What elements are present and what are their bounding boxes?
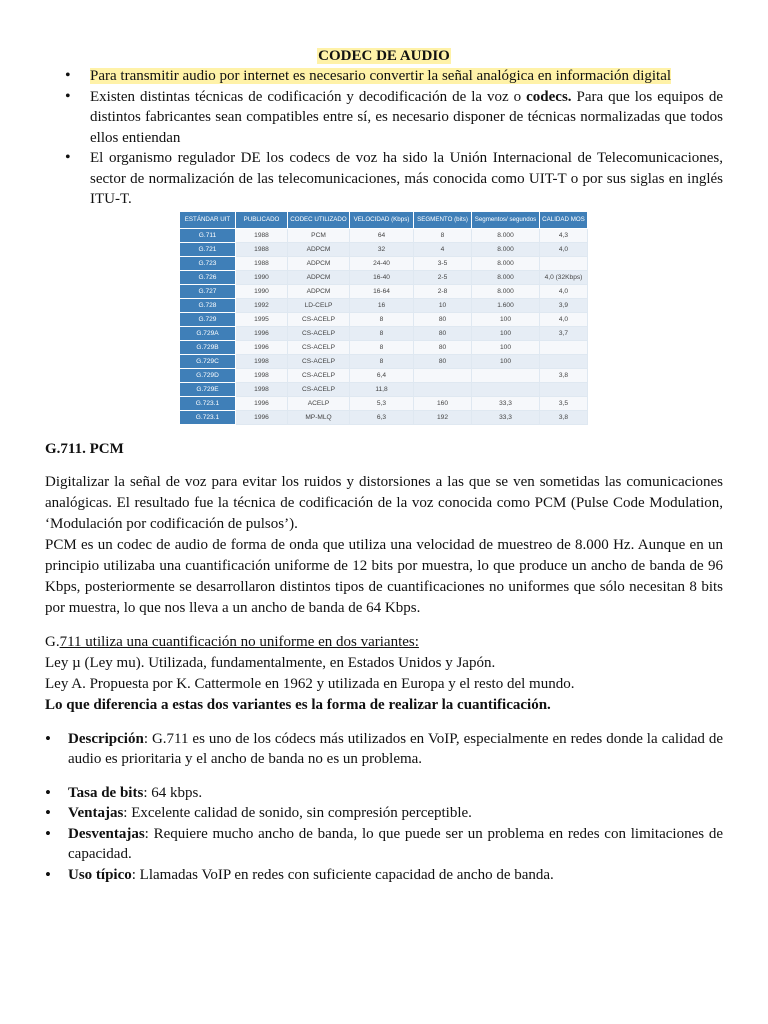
standard-cell: G.729B — [180, 340, 236, 354]
description-text: : G.711 es uno de los códecs más utilizados en VoIP, especialmente en redes donde la calidad de audio es prioritaria y el ancho de banda no es un problema. — [68, 730, 723, 767]
table-cell — [540, 256, 588, 270]
table-cell: 32 — [350, 242, 414, 256]
details-list — [45, 783, 723, 886]
table-cell: 1996 — [236, 396, 288, 410]
table-cell: 80 — [414, 326, 472, 340]
table-cell: 100 — [472, 312, 540, 326]
table-cell: 16 — [350, 298, 414, 312]
detail-label: Tasa de bits — [68, 784, 144, 801]
table-cell — [540, 354, 588, 368]
table-cell: 24-40 — [350, 256, 414, 270]
table-cell: ADPCM — [288, 242, 350, 256]
table-cell: 33,3 — [472, 410, 540, 424]
table-cell: 4 — [414, 242, 472, 256]
table-cell: PCM — [288, 228, 350, 242]
standard-cell: G.721 — [180, 242, 236, 256]
table-cell — [540, 382, 588, 396]
paragraph-pcm: PCM es un codec de audio de forma de onda que utiliza una velocidad de muestreo de 8.000 Hz. Aunque en un principio utilizaba una cuantificación uniforme de 12 bits por muestra, lo que produce un ancho de banda de 96 Kbps, posteriormente se desarrollaron distintos tipos de cuantificaciones no uniformes que sólo necesitan 8 bits por muestra, lo que nos lleva a un ancho de banda de 64 Kbps. — [45, 536, 723, 616]
table-cell: 10 — [414, 298, 472, 312]
intro-bullet-list — [45, 66, 723, 210]
table-cell: ADPCM — [288, 256, 350, 270]
standard-cell: G.729A — [180, 326, 236, 340]
table-row — [180, 256, 588, 270]
description-label: Descripción — [68, 730, 144, 747]
table-cell: 100 — [472, 340, 540, 354]
spacer — [45, 619, 723, 632]
table-cell: 8.000 — [472, 256, 540, 270]
table-cell: 8 — [350, 312, 414, 326]
table-cell: 4,0 (32Kbps) — [540, 270, 588, 284]
table-cell: 6,4 — [350, 368, 414, 382]
table-cell: 1988 — [236, 256, 288, 270]
table-cell: 1998 — [236, 382, 288, 396]
table-cell: 16-40 — [350, 270, 414, 284]
spacer — [45, 716, 723, 729]
title-wrap — [45, 46, 723, 66]
table-row — [180, 312, 588, 326]
detail-text: : 64 kbps. — [143, 784, 203, 801]
table-cell: 80 — [414, 354, 472, 368]
standard-cell: G.711 — [180, 228, 236, 242]
table-cell: 1.600 — [472, 298, 540, 312]
table-cell: 4,3 — [540, 228, 588, 242]
bullet-text-pre: Existen distintas técnicas de codificación y decodificación de la voz o — [90, 88, 527, 105]
spacer — [45, 459, 723, 472]
table-cell: 8.000 — [472, 228, 540, 242]
table-cell: LD-CELP — [288, 298, 350, 312]
standard-cell: G.723 — [180, 256, 236, 270]
intro-bullet-1 — [45, 66, 723, 87]
table-cell: 80 — [414, 340, 472, 354]
table-cell: 1996 — [236, 410, 288, 424]
document-title: CODEC DE AUDIO — [318, 48, 450, 64]
table-cell: 8.000 — [472, 284, 540, 298]
table-cell: CS-ACELP — [288, 340, 350, 354]
table-cell: 8 — [350, 340, 414, 354]
table-cell: 33,3 — [472, 396, 540, 410]
table-cell: ACELP — [288, 396, 350, 410]
table-cell: 4,0 — [540, 312, 588, 326]
table-cell: CS-ACELP — [288, 354, 350, 368]
standard-cell: G.727 — [180, 284, 236, 298]
table-cell — [414, 368, 472, 382]
table-cell: 3,8 — [540, 410, 588, 424]
table-header-cell: VELOCIDAD (Kbps) — [350, 211, 414, 228]
table-header-cell: SEGMENTO (bits) — [414, 211, 472, 228]
bullet-text-post: Para que los equipos de distintos fabricantes sean compatibles entre sí, es necesario disponer de técnicas normalizadas que todos ellos entiendan — [90, 88, 723, 146]
table-cell: 5,3 — [350, 396, 414, 410]
table-cell: 8 — [350, 326, 414, 340]
variants-heading-underlined: 711 utiliza una cuantificación no uniforme en dos variantes: — [59, 633, 419, 650]
table-cell: 1992 — [236, 298, 288, 312]
detail-item-disadvantages — [45, 824, 723, 865]
table-row — [180, 242, 588, 256]
section-title: G.711. PCM — [45, 440, 124, 457]
paragraph-digitalizar: Digitalizar la señal de voz para evitar los ruidos y distorsiones a las que se ven sometidas las comunicaciones analógicas. El resultado fue la técnica de codificación de la voz conocida como PCM (Pulse Code Modulation, ‘Modulación por codificación de pulsos’). — [45, 473, 723, 532]
table-cell: 192 — [414, 410, 472, 424]
table-row — [180, 270, 588, 284]
table-cell: 1998 — [236, 368, 288, 382]
codecs-term: codecs. — [526, 88, 572, 105]
table-cell: 2-5 — [414, 270, 472, 284]
table-row — [180, 340, 588, 354]
table-cell: ADPCM — [288, 284, 350, 298]
table-row — [180, 354, 588, 368]
table-cell: CS-ACELP — [288, 312, 350, 326]
table-cell: 100 — [472, 354, 540, 368]
highlighted-text: Para transmitir audio por internet es necesario convertir la señal analógica en información digital — [90, 68, 672, 84]
table-cell: 8 — [414, 228, 472, 242]
detail-item-typical-use — [45, 865, 723, 886]
table-row — [180, 382, 588, 396]
table-cell: 8.000 — [472, 270, 540, 284]
table-cell: 1990 — [236, 270, 288, 284]
table-row — [180, 284, 588, 298]
table-cell: 3-5 — [414, 256, 472, 270]
table-cell — [540, 340, 588, 354]
law-mu: Ley µ (Ley mu). Utilizada, fundamentalmente, en Estados Unidos y Japón. — [45, 654, 496, 671]
table-cell: CS-ACELP — [288, 326, 350, 340]
table-row — [180, 410, 588, 424]
table-header-row — [180, 211, 588, 228]
table-header-cell: PUBLICADO — [236, 211, 288, 228]
bullet-text: El organismo regulador DE los codecs de voz ha sido la Unión Internacional de Telecomunicaciones, sector de normalización de las telecomunicaciones, más conocida como UIT-T o por sus siglas en inglés ITU-T. — [90, 150, 723, 207]
table-cell — [472, 368, 540, 382]
detail-label: Ventajas — [68, 805, 124, 821]
codec-standards-table — [179, 211, 588, 425]
intro-bullet-3 — [45, 148, 723, 210]
table-row — [180, 396, 588, 410]
variants-heading — [45, 632, 723, 653]
table-cell: 4,0 — [540, 284, 588, 298]
table-cell: 160 — [414, 396, 472, 410]
table-header-cell: Segmentos/ segundos — [472, 211, 540, 228]
table-cell: 1988 — [236, 242, 288, 256]
variants-heading-g: G. — [45, 633, 60, 650]
detail-label: Uso típico — [68, 866, 132, 883]
table-row — [180, 326, 588, 340]
standard-cell: G.729C — [180, 354, 236, 368]
table-header-cell: CODEC UTILIZADO — [288, 211, 350, 228]
detail-text: : Llamadas VoIP en redes con suficiente capacidad de ancho de banda. — [131, 866, 554, 883]
table-cell: 80 — [414, 312, 472, 326]
table-cell: 3,7 — [540, 326, 588, 340]
table-header-cell: ESTÁNDAR UIT — [180, 211, 236, 228]
table-cell: 1996 — [236, 326, 288, 340]
spacer — [45, 770, 723, 783]
variants-difference: Lo que diferencia a estas dos variantes es la forma de realizar la cuantificación. — [45, 696, 551, 713]
table-cell: 3,8 — [540, 368, 588, 382]
standard-cell: G.728 — [180, 298, 236, 312]
detail-text: : Excelente calidad de sonido, sin compresión perceptible. — [123, 805, 472, 821]
detail-item-advantages — [45, 803, 723, 824]
standard-cell: G.726 — [180, 270, 236, 284]
table-cell: 1988 — [236, 228, 288, 242]
standard-cell: G.729D — [180, 368, 236, 382]
table-cell: 16-64 — [350, 284, 414, 298]
document-page — [45, 46, 723, 885]
table-cell: CS-ACELP — [288, 368, 350, 382]
standard-cell: G.729 — [180, 312, 236, 326]
table-row — [180, 228, 588, 242]
description-item — [45, 729, 723, 770]
detail-label: Desventajas — [68, 825, 145, 842]
table-row — [180, 298, 588, 312]
table-cell: 100 — [472, 326, 540, 340]
codec-table-image — [179, 211, 587, 425]
table-cell: 3,5 — [540, 396, 588, 410]
standard-cell: G.729E — [180, 382, 236, 396]
table-cell: 64 — [350, 228, 414, 242]
table-cell: 6,3 — [350, 410, 414, 424]
law-a: Ley A. Propuesta por K. Cattermole en 1962 y utilizada en Europa y el resto del mundo. — [45, 675, 575, 692]
intro-bullet-2 — [45, 87, 723, 149]
description-list — [45, 729, 723, 770]
table-cell: MP-MLQ — [288, 410, 350, 424]
table-cell: 3,9 — [540, 298, 588, 312]
table-cell: ADPCM — [288, 270, 350, 284]
table-cell: 1995 — [236, 312, 288, 326]
table-cell: 4,0 — [540, 242, 588, 256]
table-body — [180, 228, 588, 424]
table-cell: 2-8 — [414, 284, 472, 298]
table-cell: 8 — [350, 354, 414, 368]
table-row — [180, 368, 588, 382]
table-cell: 1998 — [236, 354, 288, 368]
standard-cell: G.723.1 — [180, 396, 236, 410]
standard-cell: G.723.1 — [180, 410, 236, 424]
table-cell: 11,8 — [350, 382, 414, 396]
table-header-cell: CALIDAD MOS — [540, 211, 588, 228]
table-cell: 1990 — [236, 284, 288, 298]
detail-item-bitrate — [45, 783, 723, 804]
table-cell: 1996 — [236, 340, 288, 354]
table-cell — [414, 382, 472, 396]
table-cell: CS-ACELP — [288, 382, 350, 396]
table-cell: 8.000 — [472, 242, 540, 256]
detail-text: : Requiere mucho ancho de banda, lo que puede ser un problema en redes con limitaciones de capacidad. — [68, 825, 723, 862]
table-cell — [472, 382, 540, 396]
